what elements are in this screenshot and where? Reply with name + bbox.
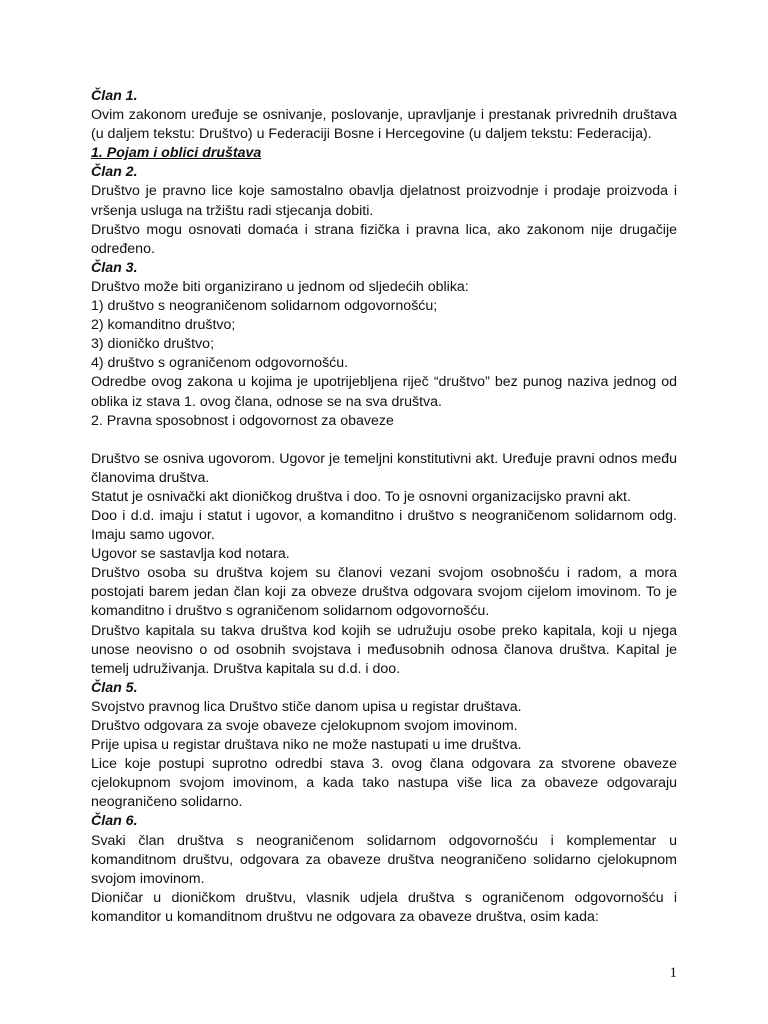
- paragraph: Svojstvo pravnog lica Društvo stiče danom upisa u registar društava.: [91, 698, 522, 715]
- paragraph: Statut je osnivački akt dioničkog društva i doo. To je osnovni organizacijsko pravni akt.: [91, 488, 631, 505]
- paragraph: Odredbe ovog zakona u kojima je upotrijebljena riječ “društvo” bez punog naziva jednog od oblika iz stava 1. ovog člana, odnose se na sva društva.: [91, 374, 677, 410]
- paragraph: Društvo se osniva ugovorom. Ugovor je temeljni konstitutivni akt. Uređuje pravni odnos među članovima društva.: [91, 450, 677, 486]
- paragraph: Prije upisa u registar društava niko ne može nastupati u ime društva.: [91, 737, 522, 754]
- paragraph: Ovim zakonom uređuje se osnivanje, poslovanje, upravljanje i prestanak privrednih društava (u daljem tekstu: Društvo) u Federaciji Bosne i Hercegovine (u daljem tekstu: Federacija).: [91, 107, 677, 143]
- paragraph: 4) društvo s ograničenom odgovornošću.: [91, 355, 349, 372]
- paragraph: Društvo može biti organizirano u jednom od sljedećih oblika:: [91, 278, 469, 295]
- article-heading: Član 5.: [91, 679, 138, 696]
- article-heading: Član 2.: [91, 164, 138, 181]
- section-heading: 1. Pojam i oblici društava: [91, 145, 262, 162]
- paragraph: 2) komanditno društvo;: [91, 317, 236, 334]
- paragraph: Lice koje postupi suprotno odredbi stava 3. ovog člana odgovara za stvorene obaveze cjelokupnom svojom imovinom, a kada tako nastupa više lica za obaveze odgovaraju neograničeno solidarno.: [91, 756, 677, 811]
- article-heading: Član 3.: [91, 259, 138, 276]
- paragraph: Dioničar u dioničkom društvu, vlasnik udjela društva s ograničenom odgovornošću i komanditor u komanditnom društvu ne odgovara za obaveze društva, osim kada:: [91, 889, 677, 925]
- paragraph: 1) društvo s neograničenom solidarnom odgovornošću;: [91, 298, 438, 315]
- article-heading: Član 1.: [91, 88, 138, 104]
- page-number: 1: [669, 965, 677, 981]
- paragraph: Društvo kapitala su takva društva kod kojih se udružuju osobe preko kapitala, koji u njega unose neovisno o od osobnih svojstava i međusobnih odnosa članova društva. Kapital je temelj udruživanja. Društva kapitala su d.d. i doo.: [91, 622, 677, 677]
- paragraph: Društvo je pravno lice koje samostalno obavlja djelatnost proizvodnje i prodaje proizvoda i vršenja usluga na tržištu radi stjecanja dobiti.: [91, 183, 677, 219]
- paragraph: Doo i d.d. imaju i statut i ugovor, a komanditno i društvo s neograničenom solidarnom odg. Imaju samo ugovor.: [91, 507, 677, 544]
- paragraph: Ugovor se sastavlja kod notara.: [91, 546, 290, 563]
- paragraph: Društvo osoba su društva kojem su članovi vezani svojom osobnošću i radom, a mora postojati barem jedan član koji za obveze društva odgovara svojom cijelom imovinom. To je komanditno i društvo s ograničenom solidarnom odgovornošću.: [91, 565, 677, 620]
- paragraph: Društvo mogu osnovati domaća i strana fizička i pravna lica, ako zakonom nije drugačije određeno.: [91, 221, 677, 257]
- blank-line: [91, 431, 677, 450]
- paragraph: 3) dioničko društvo;: [91, 336, 215, 353]
- paragraph: Svaki član društva s neograničenom solidarnom odgovornošću i komplementar u komanditnom društvu, odgovara za obaveze društva neograničeno solidarno cjelokupnom svojom imovinom.: [91, 832, 677, 887]
- paragraph: Društvo odgovara za svoje obaveze cjelokupnom svojom imovinom.: [91, 718, 518, 734]
- document-body: [91, 87, 677, 927]
- paragraph: 2. Pravna sposobnost i odgovornost za obaveze: [91, 412, 394, 429]
- article-heading: Član 6.: [91, 813, 138, 830]
